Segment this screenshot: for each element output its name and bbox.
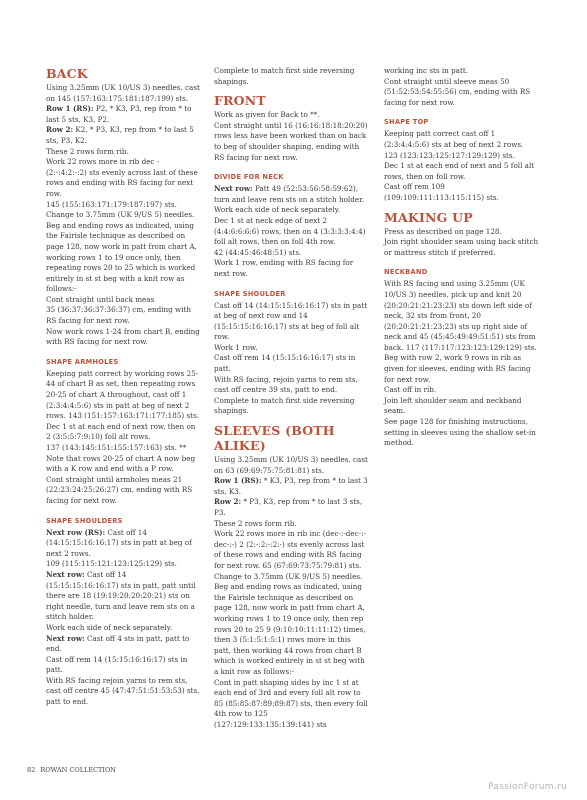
shape-shoulders-instructions: Next row (RS): Cast off 14 (14:15:15:16:16:17) sts in patt at beg of next 2 rows. 109 (115:115:121:123:125:129) sts. Next row: Cast off 14 (15:15:15:16:16:17) sts in patt, patt until there are 18 (19:19:20:20:20:21) sts on right needle, turn and leave rem sts on a stitch holder. Work each side of neck separately. Next row: Cast off 4 sts in patt, patt to end. Cast off rem 14 (15:15:16:16:17) sts in patt. With RS facing rejoin yarns to rem sts, cast off centre 45 (47:47:51:51:53:53) sts, patt to end. (46, 527, 200, 707)
back-heading: BACK (46, 66, 88, 81)
row-label: Next row (RS): (46, 527, 106, 537)
column-1 (46, 66, 201, 708)
column-3 (384, 66, 539, 449)
row-label: Next row: (214, 184, 253, 194)
making-up-instructions: Press as described on page 128. Join right shoulder seam using back stitch or mattress stitch if preferred. (384, 226, 539, 257)
page-footer (27, 766, 116, 774)
row-label: Row 1 (RS): (46, 104, 94, 114)
back-instructions: Using 3.25mm (UK 10/US 3) needles, cast on 145 (157:163:175:181:187:199) sts. Row 1 (RS): P2, * K3, P3, rep from * to last 5 sts, K3, P2. Row 2: K2, * P3, K3, rep from * to last 5 sts, P3, K2. These 2 rows form rib. Work 22 rows more in rib dec - (2:-:4:2:-:2) sts evenly across last of these rows and ending with RS facing for next row. 145 (155:163:171:179:187:197) sts. Change to 3.75mm (UK 9/US 5) needles. Beg and ending rows as indicated, using the Fairisle technique as described on page 128, now work in patt from chart A, working rows 1 to 19 once only, then repeating rows 20 to 25 which is worked entirely in st st beg with a knit row as follows:- Cont straight until back meas 35 (36:37:36:37:36:37) cm, ending with RS facing for next row. Now work rows 1-24 from chart B, ending with RS facing for next row. (46, 83, 200, 347)
sleeves-heading: SLEEVES (BOTH ALIKE) (214, 423, 335, 454)
front-instructions: Work as given for Back to **. Cont straight until 16 (16:16:18:18:20:20) rows less have been worked than on back to beg of shoulder shaping, ending with RS facing for next row. (214, 110, 368, 162)
divide-for-neck-heading: DIVIDE FOR NECK (214, 173, 284, 182)
shape-shoulder-instructions: Cast off 14 (14:15:15:16:16:17) sts in patt at beg of next row and 14 (15:15:15:16:16:17) sts at beg of foll alt row. Work 1 row. Cast off rem 14 (15:15:16:16:17) sts in patt. With RS facing, rejoin yarns to rem sts, cast off centre 39 sts, patt to end. Complete to match first side reversing shapings. (214, 300, 368, 416)
making-up-heading: MAKING UP (384, 209, 473, 225)
row-label: Next row: (46, 569, 85, 579)
neckband-heading: NECKBAND (384, 268, 428, 277)
row-label: Row 2: (214, 497, 242, 507)
row-label: Row 1 (RS): (214, 476, 262, 486)
divide-for-neck-instructions: Next row: Patt 49 (52:53:56:58:59:62), turn and leave rem sts on a stitch holder. Work each side of neck separately. Dec 1 st at neck edge of next 2 (4:4:6:6:6:6) rows, then on 4 (3:3:3:3:4:4) foll alt rows, then on foll 4th row. 42 (44:45:46:48:51) sts. Work 1 row, ending with RS facing for next row. (214, 184, 366, 278)
front-heading: FRONT (214, 93, 266, 109)
watermark: PassionForum.ru (488, 782, 567, 792)
shape-top-instructions: Keeping patt correct cast off 1 (2:3:4:4:5:6) sts at beg of next 2 rows. 123 (123:123:125:127:129:129) sts. Dec 1 st at each end of next and 5 foll alt rows, then on foll row. Cast off rem 109 (109:109:111:113:115:115) sts. (384, 129, 535, 202)
row-label: Row 2: (46, 125, 74, 135)
shape-armholes-instructions: Keeping patt correct by working rows 25-44 of chart B as set, then repeating rows 20-25 of chart A throughout, cast off 1 (2:3:4:4:5:6) sts in patt at beg of next 2 rows. 143 (151:157:163:171:177:185) sts. Dec 1 st at each end of next row, then on 2 (3:5:5:7:9:10) foll alt rows. 137 (143:145:151:155:157:163) sts. ** Note that rows 20-25 of chart A now beg with a K row and end with a P row. Cont straight until armholes meas 21 (22:23:24:25:26:27) cm, ending with RS facing for next row. (46, 368, 200, 505)
sleeves-instructions: Using 3.25mm (UK 10/US 3) needles, cast on 63 (69:69:75:75:81:81) sts. Row 1 (RS): * K3, P3, rep from * to last 3 sts, K3. Row 2: * P3, K3, rep from * to last 3 sts, P3. These 2 rows form rib. Work 22 rows more in rib inc (dec-:-dec-:-dec-:-) 2 (2:-:2:-:2:-) sts evenly across last of these rows and ending with RS facing for next row. 65 (67:69:73:75:79:81) sts. Change to 3.75mm (UK 9/US 5) needles. Beg and ending rows as indicated, using the Fairisle technique as described on page 128, now work in patt from chart A, working rows 1 to 19 once only, then rep rows 20 to 25 9 (9:10:10:11:11:12) times, then 3 (5:1:5:1:5:1) rows more in this patt, then working 44 rows from chart B which is worked entirely in st st beg with a knit row as follows:- Cont in patt shaping sides by inc 1 st at each end of 3rd and every foll alt row to 85 (85:85:87:89:89:87) sts, then every foll 4th row to 125 (127:129:133:135:139:141) sts (214, 455, 368, 729)
page-number: 82 (27, 766, 36, 774)
back-continuation: Complete to match first side reversing shapings. (214, 66, 355, 86)
neckband-instructions: With RS facing and using 3.25mm (UK 10/US 3) needles, pick up and knit 20 (20:20:21:21:23:23) sts down left side of neck, 32 sts from front, 20 (20:20:21:21:23:23) sts up right side of neck and 45 (45:45:49:49:51:51) sts from back. 117 (117:117:123:123:129:129) sts. Beg with row 2, work 9 rows in rib as given for sleeves, ending with RS facing for next row. Cast off in rib. Join left shoulder seam and neckband seam. See page 128 for finishing instructions, setting in sleeves using the shallow set-in method. (384, 279, 537, 448)
shape-shoulder-heading: SHAPE SHOULDER (214, 289, 286, 298)
collection-name: ROWAN COLLECTION (40, 766, 116, 774)
shape-shoulders-heading: SHAPE SHOULDERS (46, 516, 123, 525)
shape-armholes-heading: SHAPE ARMHOLES (46, 357, 119, 366)
shape-top-heading: SHAPE TOP (384, 118, 429, 127)
sleeves-continuation: working inc sts in patt. Cont straight until sleeve meas 50 (51:52:53:54:55:56) cm, ending with RS facing for next row. (384, 66, 531, 107)
column-2 (214, 66, 369, 730)
row-label: Next row: (46, 633, 85, 643)
